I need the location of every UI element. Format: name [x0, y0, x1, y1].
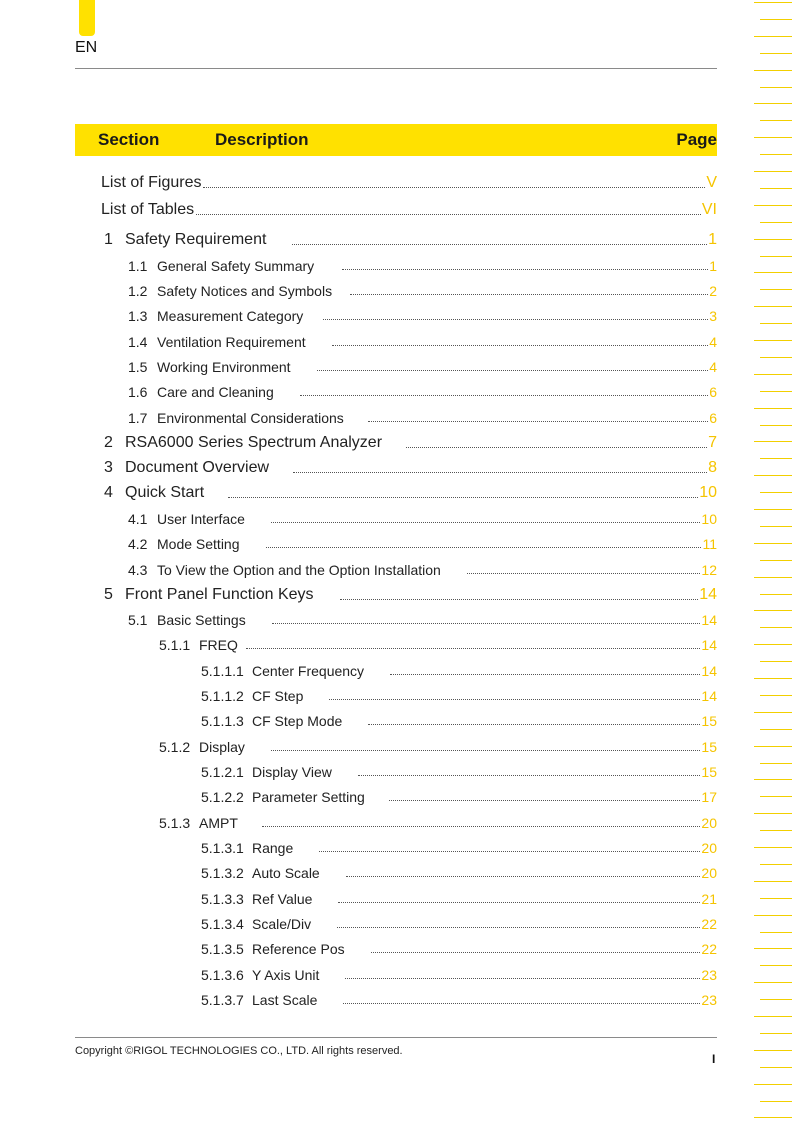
edge-mark	[754, 137, 792, 138]
toc-entry-title: Last Scale	[252, 992, 318, 1008]
toc-entry-page: 15	[701, 764, 717, 780]
edge-mark	[760, 830, 792, 831]
toc-entry-page: 20	[701, 840, 717, 856]
toc-entry[interactable]	[201, 891, 717, 907]
edge-mark	[754, 577, 792, 578]
edge-mark	[760, 87, 792, 88]
toc-entry[interactable]	[201, 688, 717, 704]
edge-mark	[754, 205, 792, 206]
edge-mark	[754, 881, 792, 882]
toc-entry-title: Parameter Setting	[252, 789, 365, 805]
toc-entry-number: 5.1.3	[159, 815, 191, 831]
toc-leader-dots	[467, 573, 701, 574]
toc-entry-number: 5.1.3.4	[201, 916, 244, 932]
toc-entry[interactable]	[128, 308, 717, 324]
edge-mark	[754, 543, 792, 544]
toc-entry-number: 5.1.2.1	[201, 764, 244, 780]
toc-entry[interactable]	[201, 663, 717, 679]
edge-mark	[754, 847, 792, 848]
toc-entry[interactable]	[101, 174, 717, 192]
toc-entry-title: Basic Settings	[157, 612, 246, 628]
toc-entry-title: Document Overview	[125, 459, 270, 476]
edge-mark	[754, 171, 792, 172]
toc-entry-number: 4.2	[128, 536, 148, 552]
language-tag: EN	[75, 39, 98, 56]
toc-leader-dots	[368, 724, 700, 725]
toc-entry-title: Display View	[252, 764, 332, 780]
toc-leader-dots	[266, 547, 702, 548]
toc-entry[interactable]	[201, 992, 717, 1008]
edge-mark	[760, 458, 792, 459]
edge-mark	[754, 779, 792, 780]
toc-leader-dots	[371, 952, 701, 953]
top-divider	[75, 68, 717, 69]
toc-leader-dots	[358, 775, 701, 776]
toc-leader-dots	[346, 876, 701, 877]
toc-entry[interactable]	[128, 536, 717, 552]
edge-mark	[754, 678, 792, 679]
toc-entry-page: 8	[708, 459, 717, 476]
toc-entry-number: 5.1.2.2	[201, 789, 244, 805]
toc-leader-dots	[246, 648, 701, 649]
edge-mark	[760, 425, 792, 426]
toc-entry-number: 1	[104, 231, 113, 248]
toc-entry[interactable]	[128, 359, 717, 375]
toc-entry-page: 6	[709, 410, 717, 426]
toc-leader-dots	[342, 269, 708, 270]
toc-entry-page: 12	[701, 562, 717, 578]
edge-mark	[754, 1050, 792, 1051]
toc-entry-number: 5.1.1.2	[201, 688, 244, 704]
edge-mark	[754, 644, 792, 645]
edge-mark	[760, 560, 792, 561]
toc-entry-page: 14	[701, 663, 717, 679]
toc-entry[interactable]	[201, 941, 717, 957]
toc-entry-title: FREQ	[199, 637, 238, 653]
toc-entry-title: Measurement Category	[157, 308, 304, 324]
toc-leader-dots	[317, 370, 709, 371]
toc-entry-page: 15	[701, 739, 717, 755]
edge-mark	[760, 154, 792, 155]
toc-entry-number: 1.1	[128, 258, 148, 274]
toc-entry-number: 5	[104, 586, 113, 603]
edge-mark	[754, 813, 792, 814]
edge-mark	[754, 70, 792, 71]
toc-leader-dots	[262, 826, 701, 827]
edge-mark	[760, 256, 792, 257]
edge-mark	[760, 357, 792, 358]
toc-leader-dots	[389, 800, 701, 801]
edge-mark	[760, 1033, 792, 1034]
edge-mark	[754, 509, 792, 510]
toc-entry-page: 20	[701, 815, 717, 831]
toc-entry[interactable]	[159, 637, 717, 653]
edge-mark	[760, 999, 792, 1000]
header-description-label: Description	[215, 130, 309, 149]
toc-entry[interactable]	[201, 789, 717, 805]
edge-mark	[754, 306, 792, 307]
toc-entry-title: Ventilation Requirement	[157, 334, 306, 350]
toc-entry-title: CF Step	[252, 688, 304, 704]
edge-mark	[760, 932, 792, 933]
toc-entry-title: Quick Start	[125, 484, 205, 501]
toc-entry[interactable]	[128, 283, 717, 299]
edge-mark	[754, 408, 792, 409]
toc-leader-dots	[300, 395, 708, 396]
edge-mark	[760, 323, 792, 324]
toc-entry[interactable]	[101, 201, 717, 219]
toc-leader-dots	[368, 421, 708, 422]
toc-entry-title: Display	[199, 739, 245, 755]
toc-leader-dots	[338, 902, 700, 903]
toc-entry-title: Front Panel Function Keys	[125, 586, 314, 603]
toc-entry-number: 5.1	[128, 612, 148, 628]
toc-entry-title: General Safety Summary	[157, 258, 315, 274]
toc-entry-title: AMPT	[199, 815, 238, 831]
toc-entry-number: 5.1.3.6	[201, 967, 244, 983]
toc-entry-page: 10	[701, 511, 717, 527]
toc-entry[interactable]	[104, 484, 717, 502]
toc-entry-page: 1	[709, 258, 717, 274]
toc-leader-dots	[203, 187, 705, 188]
toc-entry-page: 2	[709, 283, 717, 299]
toc-entry-number: 5.1.3.3	[201, 891, 244, 907]
toc-entry-number: 5.1.3.5	[201, 941, 244, 957]
edge-mark	[754, 915, 792, 916]
edge-mark	[760, 864, 792, 865]
toc-entry[interactable]	[201, 865, 717, 881]
bottom-divider	[75, 1037, 717, 1038]
edge-mark	[754, 1084, 792, 1085]
toc-entry[interactable]	[104, 459, 717, 477]
toc-entry-title: Scale/Div	[252, 916, 312, 932]
edge-mark	[754, 1117, 792, 1118]
edge-mark	[754, 374, 792, 375]
toc-entry[interactable]	[159, 739, 717, 755]
toc-entry-title: To View the Option and the Option Installation	[157, 562, 441, 578]
edge-mark	[760, 19, 792, 20]
toc-entry-title: Y Axis Unit	[252, 967, 320, 983]
toc-entry-number: 4.1	[128, 511, 148, 527]
toc-entry-page: 20	[701, 865, 717, 881]
toc-entry-title: Reference Pos	[252, 941, 345, 957]
edge-mark	[760, 661, 792, 662]
toc-entry-title: Care and Cleaning	[157, 384, 274, 400]
toc-entry-number: 4	[104, 484, 113, 501]
toc-entry[interactable]	[201, 967, 717, 983]
toc-leader-dots	[196, 214, 701, 215]
toc-entry-title: User Interface	[157, 511, 245, 527]
toc-entry-page: 14	[701, 637, 717, 653]
toc-entry-page: 11	[702, 536, 717, 552]
edge-mark	[760, 120, 792, 121]
toc-entry[interactable]	[128, 334, 717, 350]
toc-leader-dots	[343, 1003, 700, 1004]
toc-entry[interactable]	[104, 434, 717, 452]
toc-entry[interactable]	[128, 562, 717, 578]
toc-entry-title: Environmental Considerations	[157, 410, 344, 426]
toc-entry-title: Auto Scale	[252, 865, 320, 881]
toc-entry-title: Ref Value	[252, 891, 313, 907]
toc-entry-number: 1.4	[128, 334, 148, 350]
toc-leader-dots	[329, 699, 700, 700]
edge-mark	[754, 948, 792, 949]
toc-entry-number: 1.3	[128, 308, 148, 324]
header-section-label: Section	[98, 130, 160, 149]
edge-mark	[760, 1067, 792, 1068]
toc-entry-page: 10	[699, 484, 717, 501]
toc-entry-page: 22	[701, 916, 717, 932]
toc-entry-page: 3	[709, 308, 717, 324]
toc-entry-page: 4	[709, 359, 717, 375]
toc-entry-page: 15	[701, 713, 717, 729]
toc-entry-page: VI	[701, 201, 717, 218]
toc-leader-dots	[350, 294, 708, 295]
toc-entry[interactable]	[201, 764, 717, 780]
edge-mark	[754, 712, 792, 713]
toc-entry-number: 1.7	[128, 410, 148, 426]
toc-entry-page: 17	[701, 789, 717, 805]
toc-entry-number: 1.2	[128, 283, 148, 299]
edge-mark	[760, 796, 792, 797]
edge-mark	[760, 53, 792, 54]
toc-leader-dots	[292, 244, 707, 245]
edge-mark	[754, 103, 792, 104]
copyright-text: Copyright ©RIGOL TECHNOLOGIES CO., LTD. All rights reserved.	[75, 1045, 403, 1057]
toc-entry-title: RSA6000 Series Spectrum Analyzer	[125, 434, 383, 451]
toc-entry[interactable]	[128, 258, 717, 274]
edge-mark	[754, 610, 792, 611]
toc-entry-number: 5.1.3.7	[201, 992, 244, 1008]
toc-entry-title: CF Step Mode	[252, 713, 343, 729]
edge-mark	[760, 729, 792, 730]
toc-entry-number: 5.1.3.1	[201, 840, 244, 856]
toc-entry-page: 1	[708, 231, 717, 248]
toc-entry-number: 5.1.1	[159, 637, 191, 653]
edge-mark	[760, 526, 792, 527]
toc-leader-dots	[228, 497, 698, 498]
edge-mark	[754, 340, 792, 341]
toc-entry-number: 1.6	[128, 384, 148, 400]
toc-leader-dots	[390, 674, 700, 675]
edge-mark	[754, 441, 792, 442]
page-number: I	[712, 1052, 716, 1066]
toc-entry-page: 22	[701, 941, 717, 957]
edge-index-marks	[750, 0, 793, 1122]
edge-mark	[760, 391, 792, 392]
edge-mark	[760, 898, 792, 899]
toc-entry[interactable]	[128, 384, 717, 400]
toc-leader-dots	[272, 623, 701, 624]
toc-entry-number: 2	[104, 434, 113, 451]
toc-entry-title: Working Environment	[157, 359, 291, 375]
toc-entry-number: 5.1.3.2	[201, 865, 244, 881]
toc-entry-title: Safety Notices and Symbols	[157, 283, 333, 299]
edge-mark	[760, 1101, 792, 1102]
toc-entry-title: Center Frequency	[252, 663, 365, 679]
toc-entry[interactable]	[128, 410, 717, 426]
toc-entry-title: Safety Requirement	[125, 231, 267, 248]
toc-entry-number: 1.5	[128, 359, 148, 375]
toc-entry-title: Range	[252, 840, 294, 856]
toc-entry-number: 5.1.1.1	[201, 663, 244, 679]
toc-entry[interactable]	[201, 840, 717, 856]
toc-leader-dots	[319, 851, 700, 852]
toc-entry-page: 23	[701, 992, 717, 1008]
edge-mark	[754, 982, 792, 983]
edge-mark	[760, 289, 792, 290]
toc-entry[interactable]	[201, 916, 717, 932]
toc-entry-number: 4.3	[128, 562, 148, 578]
edge-mark	[754, 1016, 792, 1017]
toc-entry-number: 3	[104, 459, 113, 476]
edge-mark	[760, 965, 792, 966]
toc-entry-title: List of Figures	[101, 174, 202, 191]
toc-entry-page: 14	[701, 612, 717, 628]
toc-leader-dots	[271, 522, 700, 523]
toc-entry[interactable]	[128, 511, 717, 527]
toc-leader-dots	[293, 472, 707, 473]
edge-mark	[760, 695, 792, 696]
toc-entry-number: 5.1.2	[159, 739, 191, 755]
edge-mark	[754, 2, 792, 3]
edge-mark	[760, 492, 792, 493]
toc-entry[interactable]	[104, 231, 717, 249]
toc-leader-dots	[340, 599, 699, 600]
edge-mark	[760, 594, 792, 595]
edge-mark	[754, 272, 792, 273]
toc-entry-page: 23	[701, 967, 717, 983]
toc-header	[75, 124, 717, 156]
toc-entry-title: Mode Setting	[157, 536, 240, 552]
chapter-tab-marker	[79, 0, 95, 36]
toc-entry-page: 14	[701, 688, 717, 704]
toc-entry[interactable]	[128, 612, 717, 628]
edge-mark	[754, 239, 792, 240]
toc-leader-dots	[345, 978, 700, 979]
toc-entry-page: 4	[709, 334, 717, 350]
toc-entry[interactable]	[159, 815, 717, 831]
toc-entry-page: 21	[701, 891, 717, 907]
toc-entry-number: 5.1.1.3	[201, 713, 244, 729]
toc-leader-dots	[337, 927, 700, 928]
edge-mark	[760, 627, 792, 628]
toc-leader-dots	[406, 447, 707, 448]
edge-mark	[754, 36, 792, 37]
toc-entry-page: 6	[709, 384, 717, 400]
edge-mark	[754, 475, 792, 476]
toc-entry-page: 7	[708, 434, 717, 451]
toc-entry-title: List of Tables	[101, 201, 195, 218]
edge-mark	[754, 746, 792, 747]
toc-leader-dots	[271, 750, 701, 751]
edge-mark	[760, 222, 792, 223]
toc-leader-dots	[332, 345, 709, 346]
toc-entry-page: 14	[699, 586, 717, 603]
toc-entry-page: V	[706, 174, 717, 191]
edge-mark	[760, 188, 792, 189]
toc-leader-dots	[323, 319, 708, 320]
edge-mark	[760, 763, 792, 764]
header-page-label: Page	[676, 130, 717, 149]
toc-entry[interactable]	[201, 713, 717, 729]
toc-entry[interactable]	[104, 586, 717, 604]
